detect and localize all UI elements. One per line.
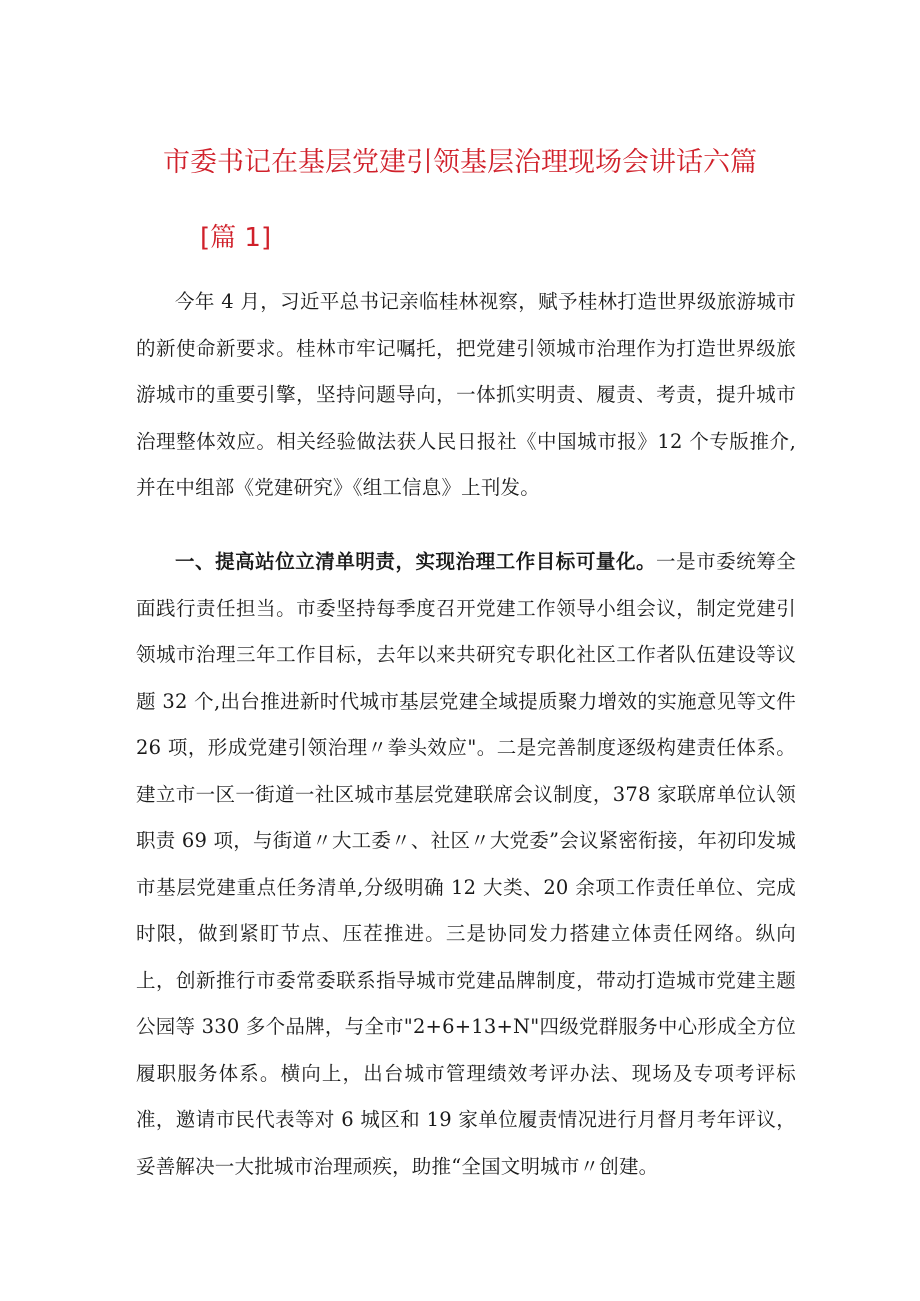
paragraph-1 xyxy=(136,279,796,512)
paragraph-1-text: 今年 4 月，习近平总书记亲临桂林视察，赋予桂林打造世界级旅游城市的新使命新要求。桂林市牢记嘱托，把党建引领城市治理作为打造世界级旅游城市的重要引擎，坚持问题导向，一体抓实明责、履责、考责，提升城市治理整体效应。相关经验做法获人民日报社《中国城市报》12 个专版推介,并在中组部《党建研究》《组工信息》上刊发。 xyxy=(136,290,796,499)
document-title: 市委书记在基层党建引领基层治理现场会讲话六篇 xyxy=(163,147,757,178)
paragraph-2-lead: 一、提高站位立清单明责，实现治理工作目标可量化。 xyxy=(175,550,657,573)
paragraph-2-text: 一是市委统筹全面践行责任担当。市委坚持每季度召开党建工作领导小组会议，制定党建引领城市治理三年工作目标，去年以来共研究专职化社区工作者队伍建设等议题 32 个,出台推进新时代城市基层党建全域提质聚力增效的实施意见等文件 26 项，形成党建引领治理〃拳头效应"。二是完善制度逐级构建责任体系。建立市一区一街道一社区城市基层党建联席会议制度，378 家联席单位认领职责 69 项，与街道〃大工委〃、社区〃大党委”会议紧密衔接，年初印发城市基层党建重点任务清单,分级明确 12 大类、20 余项工作责任单位、完成时限，做到紧盯节点、压茬推进。三是协同发力搭建立体责任网络。纵向上，创新推行市委常委联系指导城市党建品牌制度，带动打造城市党建主题公园等 330 多个品牌，与全市"2+6+13+N"四级党群服务中心形成全方位履职服务体系。横向上，出台城市管理绩效考评办法、现场及专项考评标准，邀请市民代表等对 6 城区和 19 家单位履责情况进行月督月考年评议，妥善解决一大批城市治理顽疾，助推“全国文明城市〃创建。 xyxy=(136,550,796,1178)
paragraph-2 xyxy=(136,539,796,1190)
section-marker: [篇 1] xyxy=(200,223,272,253)
